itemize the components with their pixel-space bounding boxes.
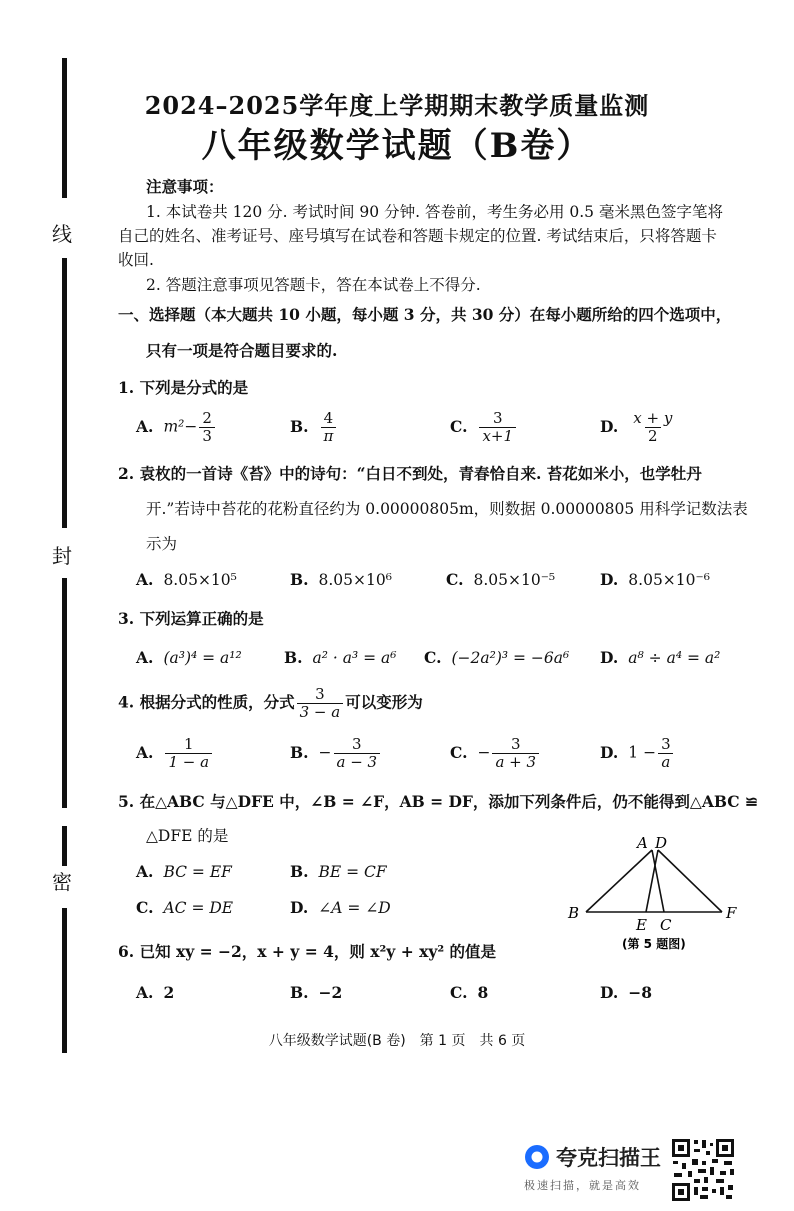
q3-option-c: C. (−2a²)³ = −6a⁶ bbox=[424, 648, 570, 667]
q5-option-c: C. AC = DE bbox=[136, 898, 234, 917]
q3-stem: 3. 下列运算正确的是 bbox=[118, 609, 264, 628]
q2-line1: 2. 袁枚的一首诗《苔》中的诗句：“白日不到处，青春恰自来. 苔花如米小，也学牡丹 bbox=[118, 464, 702, 483]
q6-option-b: B. −2 bbox=[290, 983, 343, 1002]
section1-heading: 一、选择题（本大题共 10 小题，每小题 3 分，共 30 分）在每小题所给的四个选项中， bbox=[118, 305, 732, 324]
scanner-brand-name: 夸克扫描王 bbox=[556, 1146, 661, 1170]
qr-code-icon bbox=[670, 1137, 736, 1203]
q6-stem: 6. 已知 xy = −2，x + y = 4，则 x²y + xy² 的值是 bbox=[118, 942, 497, 961]
q1-option-c: C. $\frac{3}{x+1}$ bbox=[450, 410, 518, 445]
q5-option-a: A. BC = EF bbox=[136, 862, 232, 881]
q2-option-b: B. 8.05×10⁶ bbox=[290, 570, 392, 589]
q1-option-d: D. $\frac{x + y}{2}$ bbox=[600, 409, 673, 445]
q2-line3: 示为 bbox=[146, 535, 178, 553]
label-d: D bbox=[655, 834, 668, 852]
q4-option-d: D. 1 − $\frac{3}{a}$ bbox=[600, 736, 676, 771]
segment-df bbox=[658, 850, 722, 912]
q2-option-d: D. 8.05×10⁻⁶ bbox=[600, 570, 710, 589]
q6-option-d: D. −8 bbox=[600, 983, 653, 1002]
q2-option-c: C. 8.05×10⁻⁵ bbox=[446, 570, 556, 589]
label-a: A bbox=[637, 834, 648, 852]
scanner-slogan: 极速扫描，就是高效 bbox=[524, 1179, 641, 1192]
binding-line-segment bbox=[62, 258, 67, 528]
q5-option-b: B. BE = CF bbox=[290, 862, 387, 881]
notes-item1-line3: 收回. bbox=[118, 251, 154, 269]
q5-option-d: D. ∠A = ∠D bbox=[290, 898, 391, 917]
q3-option-a: A. (a³)⁴ = a¹² bbox=[136, 648, 242, 667]
binding-line-segment bbox=[62, 578, 67, 808]
exam-subtitle: 八年级数学试题（B卷） bbox=[201, 126, 593, 166]
label-b: B bbox=[568, 904, 580, 922]
q1-stem: 1. 下列是分式的是 bbox=[118, 378, 249, 397]
segment-de bbox=[646, 850, 658, 912]
notes-item2: 2. 答题注意事项见答题卡，答在本试卷上不得分. bbox=[146, 276, 481, 294]
page-footer: 八年级数学试题(B 卷) 第 1 页 共 6 页 bbox=[268, 1033, 526, 1049]
q5-triangle-figure bbox=[560, 830, 750, 960]
binding-char-top: 线 bbox=[52, 222, 72, 246]
q6-option-c: C. 8 bbox=[450, 983, 489, 1002]
q5-line1: 5. 在△ABC 与△DFE 中，∠B = ∠F，AB = DF，添加下列条件后，仍不能得到△ABC ≌ bbox=[118, 792, 758, 811]
q3-option-d: D. a⁸ ÷ a⁴ = a² bbox=[600, 648, 721, 667]
q3-option-b: B. a² · a³ = a⁶ bbox=[284, 648, 397, 667]
notes-item1-line1: 1. 本试卷共 120 分. 考试时间 90 分钟. 答卷前，考生务必用 0.5 毫米黑色签字笔将 bbox=[146, 203, 723, 221]
q2-option-a: A. 8.05×10⁵ bbox=[136, 570, 237, 589]
q4-stem: 4. 根据分式的性质，分式 $\frac{3}{3 - a}$ 可以变形为 bbox=[118, 685, 423, 721]
exam-title: 2024–2025学年度上学期期末教学质量监测 bbox=[144, 91, 650, 120]
notes-heading: 注意事项： bbox=[146, 177, 224, 196]
q1-option-b: B. $\frac{4}{\pi}$ bbox=[290, 410, 338, 445]
notes-item1-line2: 自己的姓名、准考证号、座号填写在试卷和答题卡规定的位置. 考试结束后，只将答题卡 bbox=[118, 227, 717, 245]
segment-ba bbox=[586, 850, 652, 912]
label-e: E bbox=[636, 916, 647, 934]
q4-option-c: C. − $\frac{3}{a + 3}$ bbox=[450, 736, 541, 771]
q4-option-b: B. − $\frac{3}{a - 3}$ bbox=[290, 736, 382, 771]
label-c: C bbox=[660, 916, 672, 934]
binding-line-segment bbox=[62, 826, 67, 866]
binding-char-mid: 封 bbox=[52, 544, 72, 568]
q2-line2: 开.”若诗中苔花的花粉直径约为 0.00000805m，则数据 0.00000805 用科学记数法表 bbox=[146, 500, 748, 518]
section1-subheading: 只有一项是符合题目要求的. bbox=[146, 341, 338, 360]
scanner-logo-icon bbox=[524, 1144, 550, 1170]
segment-ac bbox=[652, 850, 664, 912]
label-f: F bbox=[726, 904, 737, 922]
q6-option-a: A. 2 bbox=[136, 983, 175, 1002]
q4-option-a: A. $\frac{1}{1 - a}$ bbox=[136, 736, 214, 771]
binding-char-bottom: 密 bbox=[52, 870, 72, 894]
q1-option-a: A. m²− $\frac{2}{3}$ bbox=[136, 410, 217, 445]
q5-line2: △DFE 的是 bbox=[146, 827, 229, 845]
figure-caption: (第 5 题图) bbox=[622, 937, 686, 951]
